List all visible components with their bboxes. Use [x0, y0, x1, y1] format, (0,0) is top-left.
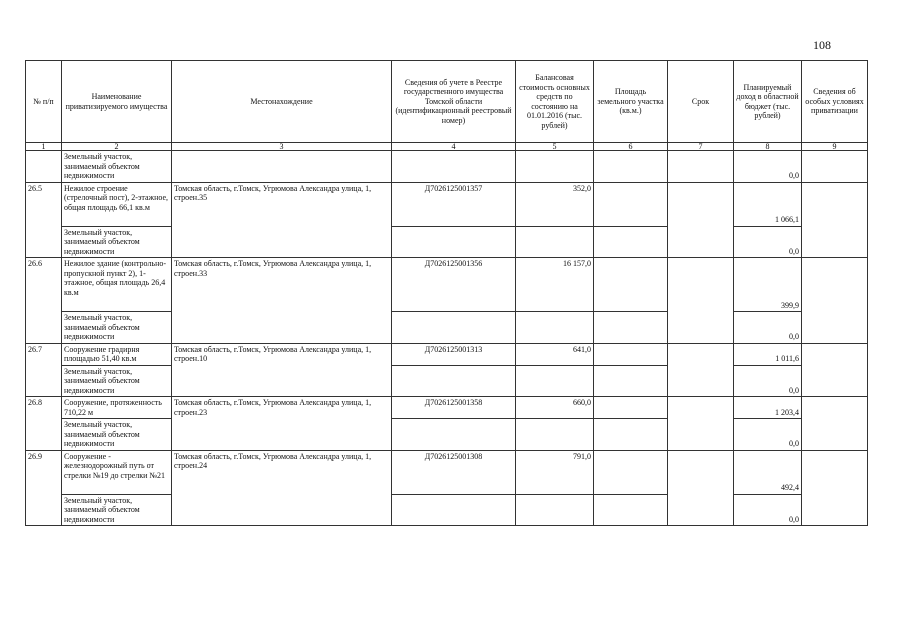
cell-empty [668, 450, 734, 526]
column-number: 7 [668, 143, 734, 151]
balance-value: 16 157,0 [516, 258, 594, 312]
cell-empty [802, 182, 868, 258]
property-name: Сооружение градирня площадью 51,40 кв.м [62, 343, 172, 365]
cell-empty [392, 226, 516, 258]
planned-income: 1 011,6 [734, 343, 802, 365]
cell-empty [594, 226, 668, 258]
land-income: 0,0 [734, 419, 802, 451]
cell-empty [594, 151, 668, 183]
registry-number: Д7026125001357 [392, 182, 516, 226]
header-cell: Площадь земельного участка (кв.м.) [594, 61, 668, 143]
header-cell: Планируемый доход в областной бюджет (тыс. рублей) [734, 61, 802, 143]
column-number: 1 [26, 143, 62, 151]
column-number: 3 [172, 143, 392, 151]
balance-value: 791,0 [516, 450, 594, 494]
header-cell: Срок [668, 61, 734, 143]
planned-income: 399,9 [734, 258, 802, 312]
cell-empty [668, 182, 734, 258]
land-label: Земельный участок, занимаемый объектом недвижимости [62, 494, 172, 526]
location: Томская область, г.Томск, Угрюмова Александра улица, 1, строен.35 [172, 182, 392, 258]
row-number: 26.9 [26, 450, 62, 526]
balance-value: 352,0 [516, 182, 594, 226]
land-label: Земельный участок, занимаемый объектом недвижимости [62, 365, 172, 397]
cell-empty [594, 419, 668, 451]
land-label: Земельный участок, занимаемый объектом недвижимости [62, 419, 172, 451]
table-row [26, 397, 868, 419]
cell-empty [668, 343, 734, 397]
land-income: 0,0 [734, 365, 802, 397]
cell-empty [392, 419, 516, 451]
header-cell: Сведения об учете в Реестре государственного имущества Томской области (идентификационный реестровый номер) [392, 61, 516, 143]
planned-income: 1 203,4 [734, 397, 802, 419]
cell-empty [668, 397, 734, 451]
property-name: Нежилое здание (контрольно-пропускной пункт 2), 1-этажное, общая площадь 26,4 кв.м [62, 258, 172, 312]
table-row [26, 343, 868, 365]
table-row [26, 450, 868, 494]
balance-value: 641,0 [516, 343, 594, 365]
column-number: 8 [734, 143, 802, 151]
planned-income: 492,4 [734, 450, 802, 494]
row-number: 26.5 [26, 182, 62, 258]
location: Томская область, г.Томск, Угрюмова Александра улица, 1, строен.33 [172, 258, 392, 344]
land-row [26, 312, 868, 344]
land-row [26, 151, 868, 183]
header-cell: Местонахождение [172, 61, 392, 143]
balance-value: 660,0 [516, 397, 594, 419]
cell-empty [392, 494, 516, 526]
cell-empty [26, 151, 62, 183]
cell-empty [516, 312, 594, 344]
location: Томская область, г.Томск, Угрюмова Александра улица, 1, строен.10 [172, 343, 392, 397]
header-cell: Сведения об особых условиях приватизации [802, 61, 868, 143]
cell-empty [802, 151, 868, 183]
row-number: 26.7 [26, 343, 62, 397]
cell-empty [594, 450, 668, 494]
cell-empty [594, 182, 668, 226]
cell-empty [516, 419, 594, 451]
land-income: 0,0 [734, 226, 802, 258]
land-row [26, 419, 868, 451]
location: Томская область, г.Томск, Угрюмова Александра улица, 1, строен.23 [172, 397, 392, 451]
row-number: 26.8 [26, 397, 62, 451]
land-row [26, 494, 868, 526]
registry-number: Д7026125001358 [392, 397, 516, 419]
land-row [26, 365, 868, 397]
column-number: 5 [516, 143, 594, 151]
header-cell: Наименование приватизируемого имущества [62, 61, 172, 143]
cell-empty [802, 343, 868, 397]
cell-empty [594, 312, 668, 344]
cell-empty [392, 365, 516, 397]
cell-empty [802, 397, 868, 451]
cell-empty [594, 258, 668, 312]
column-number: 4 [392, 143, 516, 151]
cell-empty [802, 258, 868, 344]
land-row [26, 226, 868, 258]
property-name: Нежилое строение (стрелочный пост), 2-этажное, общая площадь 66,1 кв.м [62, 182, 172, 226]
cell-empty [516, 365, 594, 397]
cell-empty [668, 151, 734, 183]
land-label: Земельный участок, занимаемый объектом недвижимости [62, 312, 172, 344]
registry-number: Д7026125001356 [392, 258, 516, 312]
cell-empty [516, 226, 594, 258]
land-label: Земельный участок, занимаемый объектом недвижимости [62, 151, 172, 183]
property-name: Сооружение - железнодорожный путь от стрелки №19 до стрелки №21 [62, 450, 172, 494]
table-row [26, 258, 868, 312]
column-number: 6 [594, 143, 668, 151]
cell-empty [392, 312, 516, 344]
land-label: Земельный участок, занимаемый объектом недвижимости [62, 226, 172, 258]
cell-empty [172, 151, 392, 183]
column-number: 9 [802, 143, 868, 151]
property-name: Сооружение, протяженность 710,22 м [62, 397, 172, 419]
land-income: 0,0 [734, 312, 802, 344]
privatization-table [25, 60, 868, 526]
cell-empty [516, 494, 594, 526]
planned-income: 1 066,1 [734, 182, 802, 226]
header-cell: № п/п [26, 61, 62, 143]
cell-empty [594, 365, 668, 397]
cell-empty [802, 450, 868, 526]
column-number-row [26, 143, 868, 151]
land-income: 0,0 [734, 494, 802, 526]
cell-empty [516, 151, 594, 183]
row-number: 26.6 [26, 258, 62, 344]
land-income: 0,0 [734, 151, 802, 183]
cell-empty [668, 258, 734, 344]
cell-empty [594, 343, 668, 365]
cell-empty [594, 397, 668, 419]
registry-number: Д7026125001313 [392, 343, 516, 365]
header-row [26, 61, 868, 143]
location: Томская область, г.Томск, Угрюмова Александра улица, 1, строен.24 [172, 450, 392, 526]
registry-number: Д7026125001308 [392, 450, 516, 494]
table-row [26, 182, 868, 226]
cell-empty [594, 494, 668, 526]
header-cell: Балансовая стоимость основных средств по состоянию на 01.01.2016 (тыс. рублей) [516, 61, 594, 143]
page-number: 108 [813, 38, 831, 52]
cell-empty [392, 151, 516, 183]
column-number: 2 [62, 143, 172, 151]
